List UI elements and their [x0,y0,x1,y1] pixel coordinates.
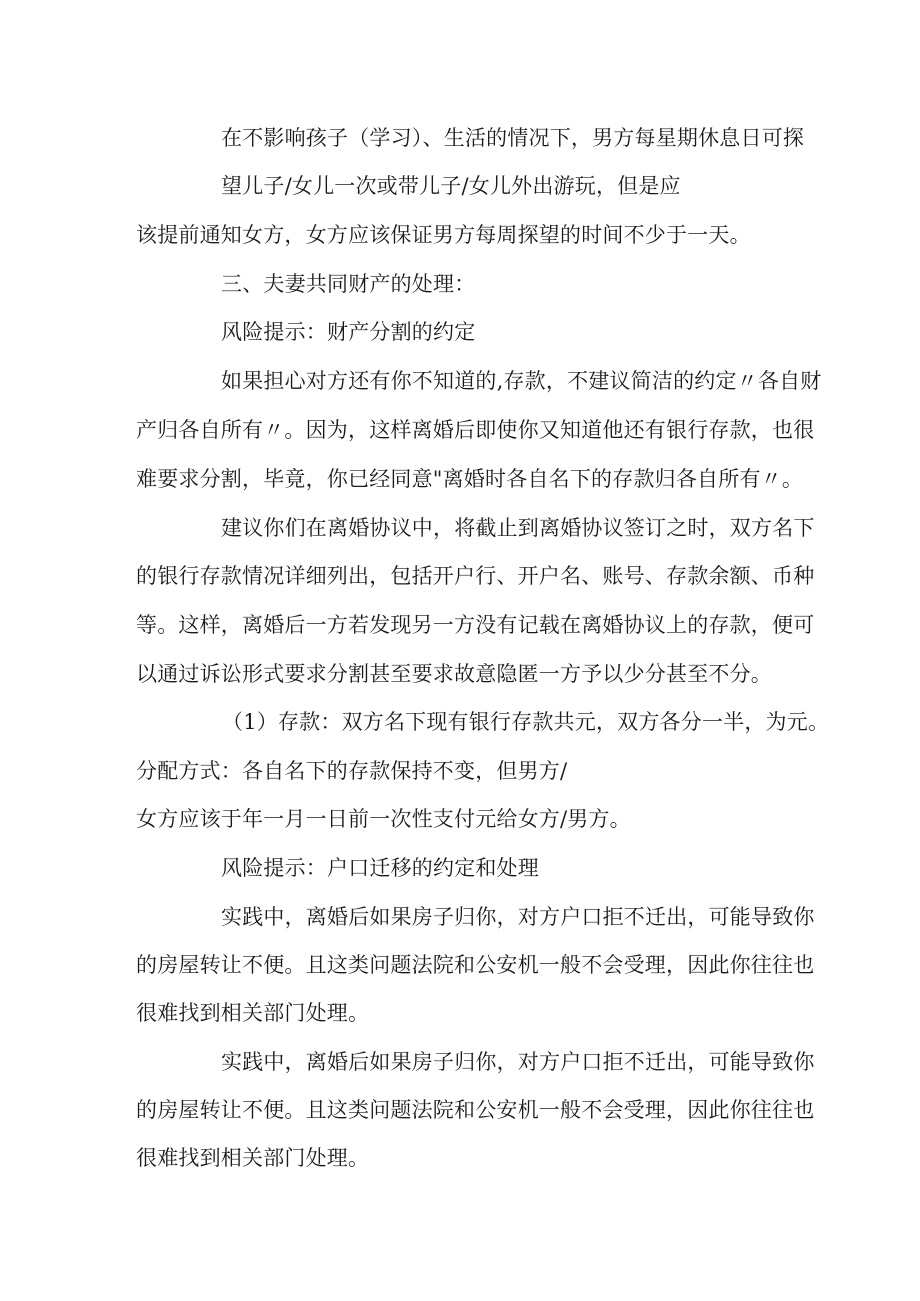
deposit-clause: （1）存款：双方名下现有银行存款共元，双方各分一半，为元。 [222,710,830,734]
paragraph-line: 以通过诉讼形式要求分割甚至要求故意隐匿一方予以少分甚至不分。 [136,662,772,686]
paragraph-line: 实践中，离婚后如果房子归你，对方户口拒不迁出，可能导致你 [221,1050,815,1074]
paragraph-line: 的银行存款情况详细列出，包括开户行、开户名、账号、存款余额、币种 [136,564,815,588]
paragraph-line: 的房屋转让不便。且这类问题法院和公安机一般不会受理，因此你往往也 [136,1098,815,1122]
paragraph-line: 女方应该于年一月一日前一次性支付元给女方/男方。 [136,807,631,831]
section-heading: 三、夫妻共同财产的处理： [221,272,476,296]
paragraph-line: 难要求分割，毕竟，你已经同意"离婚时各自名下的存款归各自所有〃。 [136,467,804,491]
paragraph-line: 建议你们在离婚协议中，将截止到离婚协议签订之时，双方名下 [221,516,815,540]
paragraph-line: 在不影响孩子（学习）、生活的情况下，男方每星期休息日可探 [221,126,805,150]
risk-tip-heading: 风险提示：户口迁移的约定和处理 [221,856,539,880]
paragraph-line: 分配方式：各自名下的存款保持不变，但男方/ [136,759,568,783]
risk-tip-heading: 风险提示：财产分割的约定 [221,320,476,344]
paragraph-line: 实践中，离婚后如果房子归你，对方户口拒不迁出，可能导致你 [221,905,815,929]
paragraph-line: 的房屋转让不便。且这类问题法院和公安机一般不会受理，因此你往往也 [136,953,815,977]
paragraph-line: 产归各自所有〃。因为，这样离婚后即使你又知道他还有银行存款，也很 [136,418,815,442]
paragraph-line: 该提前通知女方，女方应该保证男方每周探望的时间不少于一天。 [136,223,751,247]
paragraph-line: 很难找到相关部门处理。 [136,1001,370,1025]
paragraph-line: 很难找到相关部门处理。 [136,1146,370,1170]
paragraph-line: 等。这样，离婚后一方若发现另一方没有记载在离婚协议上的存款，便可 [136,613,815,637]
paragraph-line: 如果担心对方还有你不知道的,存款，不建议简洁的约定〃各自财 [221,369,822,393]
paragraph-line: 望儿子/女儿一次或带儿子/女儿外出游玩，但是应 [221,174,681,198]
